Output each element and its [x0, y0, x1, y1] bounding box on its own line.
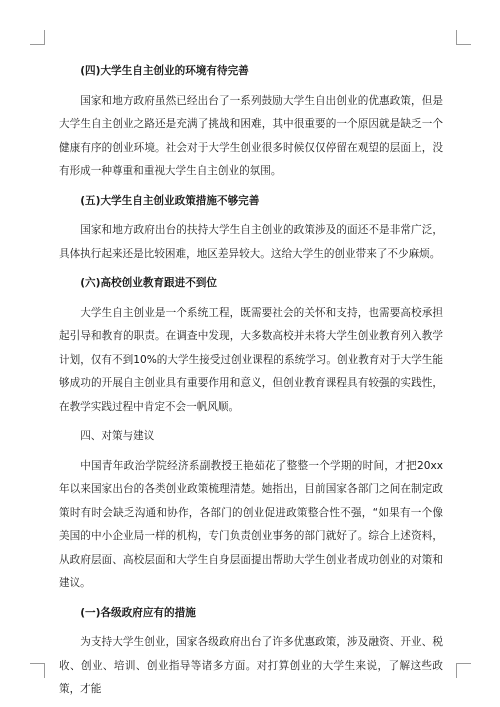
section-heading-5: (五)大学生自主创业政策措施不够完善	[80, 194, 260, 207]
crop-mark-bottom-left	[30, 663, 45, 678]
section-paragraph-4: 国家和地方政府虽然已经出台了一系列鼓励大学生自出创业的优惠政策，但是大学生自主创业之路还是充满了挑战和困难，其中很重要的一个原因就是缺乏一个健康有序的创业环境。社会对于大学生创业很多时候仅仅停留在观望的层面上，没有形成一种尊重和重视大学生自主创业的氛围。	[59, 94, 443, 177]
subsection-paragraph-government: 为支持大学生创业，国家各级政府出台了许多优惠政策，涉及融资、开业、税收、创业、培训、创业指导等诸多方面。对打算创业的大学生来说，了解这些政策，才能	[59, 636, 443, 695]
crop-mark-top-right	[456, 30, 471, 45]
part-paragraph-countermeasures: 中国青年政治学院经济系副教授王艳茹花了整整一个学期的时间，才把20xx年以来国家出台的各类创业政策梳理清楚。她指出，目前国家各部门之间在制定政策时有时会缺乏沟通和协作，各部门的创业促进政策整合性不强，“如果有一个像美国的中小企业局一样的机构，专门负责创业事务的部门就好了。综合上述资料，从政府层面、高校层面和大学生自身层面提出帮助大学生创业者成功创业的对策和建议。	[59, 459, 443, 589]
section-heading-4: (四)大学生自主创业的环境有待完善	[80, 65, 249, 77]
subsection-heading-government: (一)各级政府应有的措施	[80, 606, 196, 619]
crop-mark-bottom-right	[456, 663, 471, 678]
crop-mark-top-left	[30, 30, 45, 45]
document-body	[59, 60, 443, 702]
part-heading-countermeasures: 四、对策与建议	[80, 430, 155, 442]
section-heading-6: (六)高校创业教育跟进不到位	[80, 277, 217, 289]
section-paragraph-6: 大学生自主创业是一个系统工程，既需要社会的关怀和支持，也需要高校承担起引导和教育的职责。在调查中发现，大多数高校并未将大学生创业教育列入教学计划，仅有不到10%的大学生接受过创业课程的系统学习。创业教育对于大学生能够成功的开展自主创业具有重要作用和意义，但创业教育课程具有较强的实践性，在教学实践过程中肯定不会一帆风顺。	[59, 306, 443, 413]
section-paragraph-5: 国家和地方政府出台的扶持大学生自主创业的政策涉及的面还不是非常广泛，具体执行起来还是比较困难，地区差异较大。这给大学生的创业带来了不少麻烦。	[59, 224, 443, 260]
